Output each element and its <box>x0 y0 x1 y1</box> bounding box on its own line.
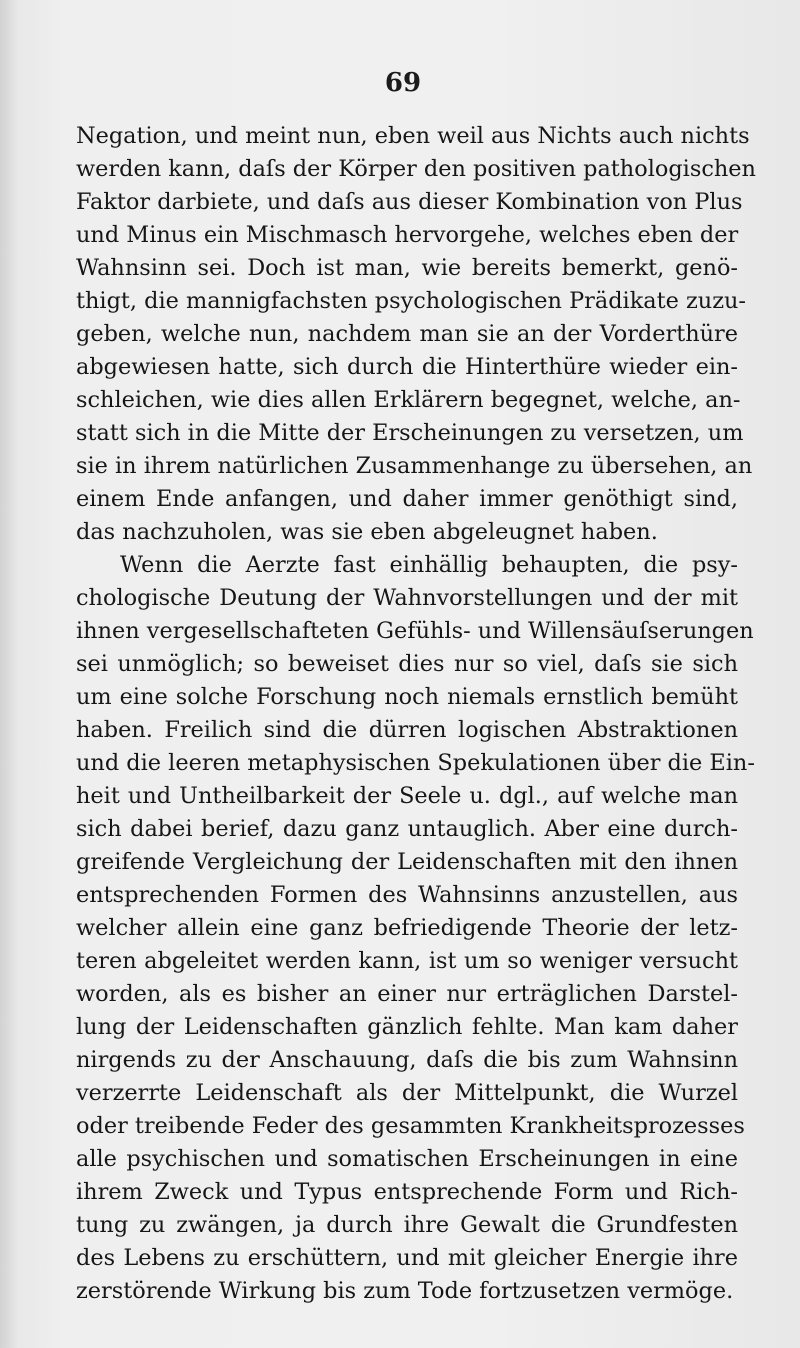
text-line: worden, als es bisher an einer nur erträglichen Darstel- <box>76 981 738 1007</box>
text-line: oder treibende Feder des gesammten Krankheitsprozesses <box>76 1113 745 1139</box>
text-line: Negation, und meint nun, eben weil aus Nichts auch nichts <box>76 123 750 149</box>
text-line: lung der Leidenschaften gänzlich fehlte. Man kam daher <box>76 1014 738 1040</box>
text-line: abgewiesen hatte, sich durch die Hinterthüre wieder ein- <box>76 354 738 380</box>
text-line: sie in ihrem natürlichen Zusammenhange zu übersehen, an <box>76 453 753 479</box>
paragraph-end-line: zerstörende Wirkung bis zum Tode fortzusetzen vermöge. <box>76 1278 734 1304</box>
text-line: ihrem Zweck und Typus entsprechende Form und Rich- <box>76 1179 738 1205</box>
page-edge-shadow <box>0 0 18 1348</box>
text-line: Faktor darbiete, und daſs aus dieser Kombination von Plus <box>76 189 743 215</box>
text-line: werden kann, daſs der Körper den positiven pathologischen <box>76 156 756 182</box>
text-line: nirgends zu der Anschauung, daſs die bis zum Wahnsinn <box>76 1047 738 1073</box>
text-line: heit und Untheilbarkeit der Seele u. dgl., auf welche man <box>76 783 738 809</box>
text-line: und die leeren metaphysischen Spekulationen über die Ein- <box>76 750 755 776</box>
text-line: ihnen vergesellschafteten Gefühls- und Willensäuſserungen <box>76 618 754 644</box>
text-line: teren abgeleitet werden kann, ist um so weniger versucht <box>76 948 738 974</box>
text-line: Wahnsinn sei. Doch ist man, wie bereits bemerkt, genö- <box>76 255 738 281</box>
paragraph-end-line: das nachzuholen, was sie eben abgeleugnet haben. <box>76 519 658 545</box>
text-line: statt sich in die Mitte der Erscheinungen zu versetzen, um <box>76 420 744 446</box>
text-line: tung zu zwängen, ja durch ihre Gewalt die Grundfesten <box>76 1212 738 1238</box>
text-line: verzerrte Leidenschaft als der Mittelpunkt, die Wurzel <box>76 1080 738 1106</box>
text-line: des Lebens zu erschüttern, und mit gleicher Energie ihre <box>76 1245 738 1271</box>
paragraph-start-line: Wenn die Aerzte fast einhällig behaupten, die psy- <box>120 552 738 578</box>
text-line: schleichen, wie dies allen Erklärern begegnet, welche, an- <box>76 387 741 413</box>
text-line: thigt, die mannigfachsten psychologischen Prädikate zuzu- <box>76 288 746 314</box>
page-number: 69 <box>384 68 422 98</box>
text-line: und Minus ein Mischmasch hervorgehe, welches eben der <box>76 222 739 248</box>
text-line: sich dabei berief, dazu ganz untauglich. Aber eine durch- <box>76 816 738 842</box>
body-text <box>76 120 756 1308</box>
text-line: haben. Freilich sind die dürren logischen Abstraktionen <box>76 717 738 743</box>
text-line: sei unmöglich; so beweiset dies nur so viel, daſs sie sich <box>76 651 738 677</box>
text-line: um eine solche Forschung noch niemals ernstlich bemüht <box>76 684 738 710</box>
text-line: alle psychischen und somatischen Erscheinungen in eine <box>76 1146 738 1172</box>
text-line: chologische Deutung der Wahnvorstellungen und der mit <box>76 585 738 611</box>
text-line: greifende Vergleichung der Leidenschaften mit den ihnen <box>76 849 738 875</box>
text-line: welcher allein eine ganz befriedigende Theorie der letz- <box>76 915 738 941</box>
text-line: entsprechenden Formen des Wahnsinns anzustellen, aus <box>76 882 738 908</box>
text-line: einem Ende anfangen, und daher immer genöthigt sind, <box>76 486 738 512</box>
text-line: geben, welche nun, nachdem man sie an der Vorderthüre <box>76 321 738 347</box>
